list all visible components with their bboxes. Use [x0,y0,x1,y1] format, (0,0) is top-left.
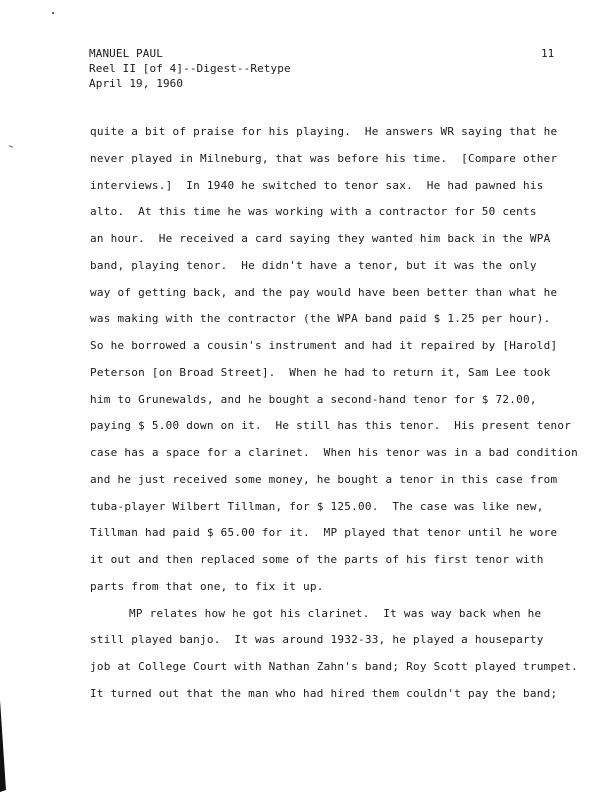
scan-edge-shadow [0,0,6,792]
reel-info: Reel II [of 4]--Digest--Retype [89,62,291,75]
text-line: job at College Court with Nathan Zahn's band; Roy Scott played trumpet. [90,660,578,673]
text-line: was making with the contractor (the WPA band paid $ 1.25 per hour). [90,312,551,326]
text-line: Tillman had paid $ 65.00 for it. MP played that tenor until he wore [90,526,558,540]
text-line: tuba-player Wilbert Tillman, for $ 125.00. The case was like new, [90,499,544,513]
body-text [90,125,612,714]
text-line: band, playing tenor. He didn't have a tenor, but it was the only [90,258,537,272]
interview-date: April 19, 1960 [89,77,184,90]
text-line: him to Grunewalds, and he bought a second-hand tenor for $ 72.00, [90,392,537,406]
text-line: So he borrowed a cousin's instrument and had it repaired by [Harold] [90,339,558,352]
scan-mark [9,145,13,148]
interviewee-name: MANUEL PAUL [89,47,163,60]
text-line: interviews.] In 1940 he switched to tenor sax. He had pawned his [90,178,544,192]
document-header [89,46,291,91]
text-line: way of getting back, and the pay would have been better than what he [90,285,558,299]
text-line: It turned out that the man who had hired them couldn't pay the band; [90,686,558,700]
scan-speck [52,12,54,14]
text-line: and he just received some money, he bought a tenor in this case from [90,472,558,486]
page-number: 11 [541,47,555,60]
text-line: paying $ 5.00 down on it. He still has this tenor. His present tenor [90,419,572,433]
text-line: MP relates how he got his clarinet. It was way back when he [129,606,542,620]
text-line: quite a bit of praise for his playing. He answers WR saying that he [90,125,558,138]
text-line: case has a space for a clarinet. When his tenor was in a bad condition [90,446,578,459]
text-line: parts from that one, to fix it up. [90,579,324,593]
text-line: Peterson [on Broad Street]. When he had to return it, Sam Lee took [90,365,551,379]
text-line: an hour. He received a card saying they wanted him back in the WPA [90,232,551,245]
text-line: it out and then replaced some of the parts of his first tenor with [90,553,544,566]
text-line: alto. At this time he was working with a contractor for 50 cents [90,205,537,219]
text-line: never played in Milneburg, that was before his time. [Compare other [90,151,558,165]
text-line: still played banjo. It was around 1932-33, he played a houseparty [90,633,544,647]
